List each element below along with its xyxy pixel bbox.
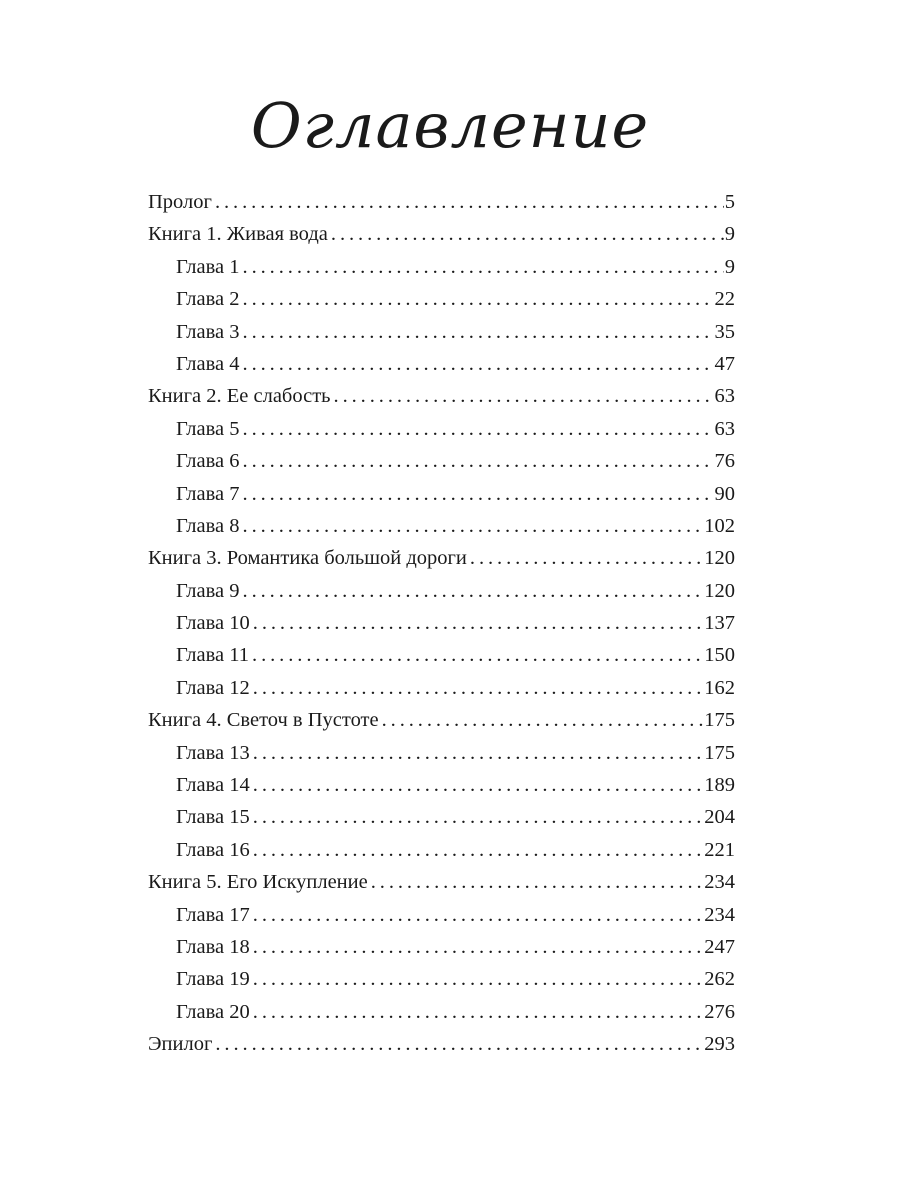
dot-leader (243, 575, 704, 607)
toc-entry-page-number: 22 (714, 288, 735, 311)
toc-entry-label: Книга 2. Ее слабость (148, 385, 331, 408)
dot-leader (243, 478, 714, 510)
toc-entry-page-number: 35 (714, 320, 735, 343)
toc-entry-page-number: 234 (704, 903, 735, 926)
toc-entry-page-number: 234 (704, 871, 735, 894)
dot-leader (243, 348, 714, 380)
dot-leader (253, 996, 703, 1028)
toc-entry-page-number: 150 (704, 644, 735, 667)
dot-leader (253, 963, 703, 995)
toc-section-entry (148, 186, 735, 218)
dot-leader (215, 1028, 703, 1060)
toc-chapter-entry (148, 413, 735, 445)
toc-entry-page-number: 102 (704, 514, 735, 537)
toc-entry-page-number: 63 (714, 417, 735, 440)
toc-entry-label: Глава 7 (176, 482, 240, 505)
toc-section-entry (148, 380, 735, 412)
toc-entry-label: Книга 3. Романтика большой дороги (148, 547, 467, 570)
toc-section-entry (148, 542, 735, 574)
dot-leader (253, 931, 703, 963)
dot-leader (252, 639, 703, 671)
toc-section-entry (148, 218, 735, 250)
toc-entry-label: Глава 13 (176, 741, 250, 764)
toc-entry-label: Глава 15 (176, 806, 250, 829)
page-title: Оглавление (250, 89, 650, 162)
toc-chapter-entry (148, 996, 735, 1028)
dot-leader (253, 672, 703, 704)
toc-entry-label: Глава 8 (176, 514, 240, 537)
toc-entry-page-number: 276 (704, 1000, 735, 1023)
toc-entry-page-number: 120 (704, 579, 735, 602)
dot-leader (253, 899, 703, 931)
toc-entry-page-number: 293 (704, 1033, 735, 1056)
dot-leader (243, 251, 724, 283)
toc-chapter-entry (148, 963, 735, 995)
toc-entry-label: Книга 5. Его Искупление (148, 871, 368, 894)
toc-chapter-entry (148, 251, 735, 283)
toc-entry-page-number: 76 (714, 450, 735, 473)
dot-leader (334, 380, 714, 412)
toc-entry-label: Глава 6 (176, 450, 240, 473)
toc-chapter-entry (148, 737, 735, 769)
dot-leader (382, 704, 704, 736)
dot-leader (243, 316, 714, 348)
toc-entry-page-number: 90 (714, 482, 735, 505)
dot-leader (243, 445, 714, 477)
toc-entry-page-number: 175 (704, 741, 735, 764)
dot-leader (253, 769, 703, 801)
toc-entry-label: Глава 3 (176, 320, 240, 343)
dot-leader (331, 218, 724, 250)
dot-leader (253, 801, 703, 833)
toc-entry-page-number: 247 (704, 935, 735, 958)
toc-entry-label: Эпилог (148, 1033, 213, 1056)
toc-chapter-entry (148, 445, 735, 477)
toc-chapter-entry (148, 607, 735, 639)
toc-chapter-entry (148, 931, 735, 963)
toc-entry-label: Глава 9 (176, 579, 240, 602)
toc-chapter-entry (148, 899, 735, 931)
toc-entry-label: Глава 10 (176, 612, 250, 635)
toc-chapter-entry (148, 510, 735, 542)
toc-entry-page-number: 262 (704, 968, 735, 991)
toc-chapter-entry (148, 348, 735, 380)
toc-section-entry (148, 704, 735, 736)
toc-entry-page-number: 5 (724, 191, 735, 213)
toc-entry-label: Глава 19 (176, 968, 250, 991)
toc-entry-label: Пролог (148, 191, 212, 213)
toc-entry-label: Глава 18 (176, 935, 250, 958)
toc-entry-page-number: 120 (704, 547, 735, 570)
toc-entry-page-number: 175 (704, 709, 735, 732)
toc-entry-page-number: 137 (704, 612, 735, 635)
toc-entry-page-number: 9 (724, 255, 735, 278)
toc-chapter-entry (148, 316, 735, 348)
toc-entry-label: Глава 4 (176, 352, 240, 375)
toc-chapter-entry (148, 834, 735, 866)
toc-entry-page-number: 47 (714, 352, 735, 375)
toc-entry-page-number: 204 (704, 806, 735, 829)
toc-chapter-entry (148, 672, 735, 704)
toc-entry-label: Глава 12 (176, 676, 250, 699)
toc-chapter-entry (148, 801, 735, 833)
toc-entry-page-number: 9 (724, 223, 735, 246)
toc-entry-label: Книга 4. Светоч в Пустоте (148, 709, 379, 732)
toc-entry-label: Глава 2 (176, 288, 240, 311)
toc-entry-page-number: 221 (704, 838, 735, 861)
dot-leader (371, 866, 704, 898)
dot-leader (243, 283, 714, 315)
toc-section-entry (148, 1028, 735, 1060)
toc-entry-page-number: 63 (714, 385, 735, 408)
toc-entry-label: Книга 1. Живая вода (148, 223, 328, 246)
toc-chapter-entry (148, 769, 735, 801)
toc-entry-page-number: 162 (704, 676, 735, 699)
toc-entry-label: Глава 16 (176, 838, 250, 861)
toc-entry-label: Глава 11 (176, 644, 250, 667)
table-of-contents (148, 186, 735, 1061)
toc-entry-label: Глава 1 (176, 255, 240, 278)
dot-leader (215, 186, 724, 218)
toc-entry-label: Глава 17 (176, 903, 250, 926)
dot-leader (243, 413, 714, 445)
dot-leader (253, 607, 703, 639)
toc-chapter-entry (148, 639, 735, 671)
dot-leader (253, 737, 703, 769)
toc-entry-label: Глава 14 (176, 774, 250, 797)
dot-leader (470, 542, 703, 574)
toc-entry-page-number: 189 (704, 774, 735, 797)
dot-leader (243, 510, 704, 542)
toc-entry-label: Глава 5 (176, 417, 240, 440)
dot-leader (253, 834, 703, 866)
toc-section-entry (148, 866, 735, 898)
toc-chapter-entry (148, 283, 735, 315)
toc-entry-label: Глава 20 (176, 1000, 250, 1023)
toc-chapter-entry (148, 478, 735, 510)
toc-chapter-entry (148, 575, 735, 607)
